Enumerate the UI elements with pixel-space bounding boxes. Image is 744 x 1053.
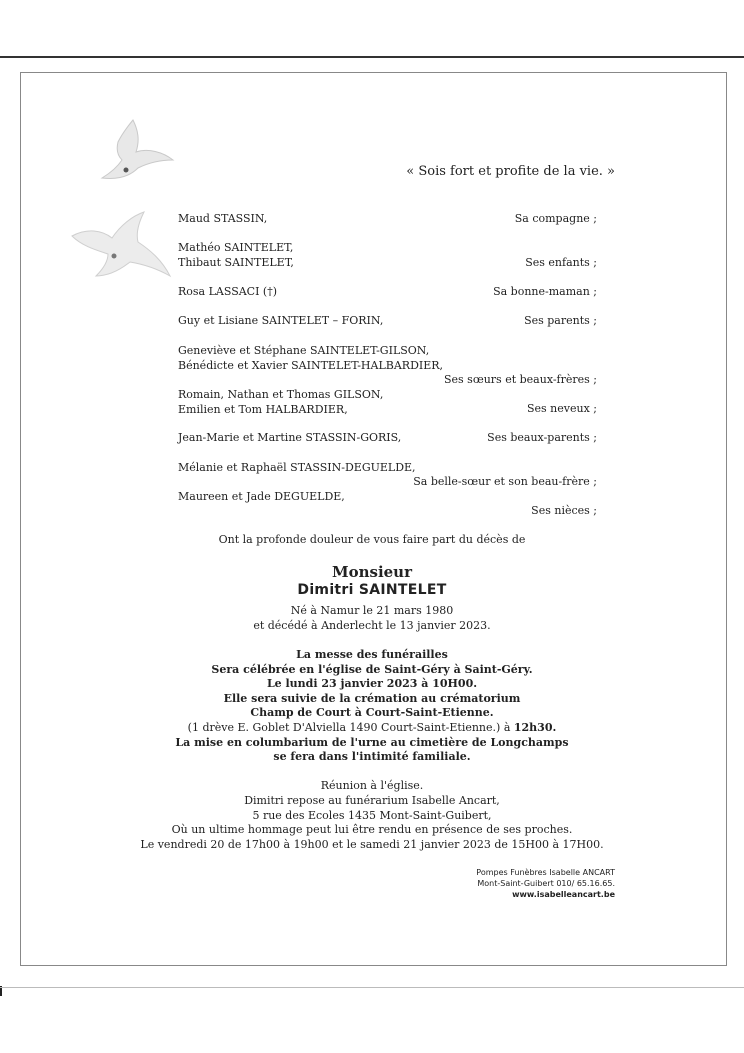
family-relation: Ses neveux ; [527, 402, 597, 415]
family-relation: Ses parents ; [524, 314, 597, 327]
funeral-line: Sera célébrée en l'église de Saint-Géry à Saint-Géry. [211, 663, 533, 676]
family-names: Romain, Nathan et Thomas GILSON, Emilien et Tom HALBARDIER, [178, 388, 384, 416]
gathering-line: 5 rue des Ecoles 1435 Mont-Saint-Guibert, [252, 809, 492, 822]
announcement: Ont la profonde douleur de vous faire part du décès de [218, 533, 526, 546]
funeral-home-name: Pompes Funèbres Isabelle ANCART [476, 868, 615, 877]
funeral-home-address: Mont-Saint-Guibert 010/ 65.16.65. [477, 879, 615, 888]
family-relation: Ses sœurs et beaux-frères ; [444, 373, 597, 386]
epigraph-quote: « Sois fort et profite de la vie. » [406, 164, 615, 179]
funeral-line: Elle sera suivie de la crémation au crématorium [223, 692, 521, 705]
dove-icon [88, 110, 178, 190]
funeral-line: Le lundi 23 janvier 2023 à 10H00. [266, 677, 478, 690]
family-names: Rosa LASSACI (†) [178, 285, 278, 298]
funeral-line: Champ de Court à Court-Saint-Etienne. [250, 706, 494, 719]
gathering-line: Où un ultime hommage peut lui être rendu en présence de ses proches. [171, 823, 573, 836]
family-relation: Sa compagne ; [514, 212, 597, 225]
family-relation: Ses enfants ; [525, 256, 597, 269]
dove-icon [52, 198, 177, 298]
funeral-line: La mise en columbarium de l'urne au cimetière de Longchamps [175, 736, 569, 749]
gathering-line: Le vendredi 20 de 17h00 à 19h00 et le samedi 21 janvier 2023 de 15H00 à 17H00. [140, 838, 604, 851]
gathering-line: Réunion à l'église. [320, 779, 424, 792]
funeral-home-block [476, 867, 615, 900]
family-names: Guy et Lisiane SAINTELET – FORIN, [178, 314, 384, 327]
deceased-title: Monsieur [331, 563, 412, 581]
family-names: Maud STASSIN, [178, 212, 268, 225]
family-relation: Sa bonne-maman ; [493, 285, 597, 298]
family-names: Mathéo SAINTELET, Thibaut SAINTELET, [178, 241, 294, 269]
bottom-rule [0, 987, 744, 988]
family-names: Maureen et Jade DEGUELDE, [178, 490, 345, 503]
family-relation: Ses nièces ; [531, 504, 597, 517]
family-relation: Ses beaux-parents ; [487, 431, 597, 444]
birth-info: Né à Namur le 21 mars 1980 [290, 604, 454, 617]
family-names: Jean-Marie et Martine STASSIN-GORIS, [178, 431, 402, 444]
funeral-home-website: www.isabelleancart.be [512, 890, 615, 899]
funeral-line: se fera dans l'intimité familiale. [273, 750, 471, 763]
crematorium-address: (1 drève E. Goblet D'Alviella 1490 Court-Saint-Etienne.) à 12h30. [187, 721, 557, 734]
gathering-line: Dimitri repose au funérarium Isabelle Ancart, [244, 794, 500, 807]
deceased-name: Dimitri SAINTELET [297, 582, 447, 598]
family-relation: Sa belle-sœur et son beau-frère ; [413, 475, 597, 488]
cremation-time: 12h30. [513, 721, 557, 734]
family-names: Mélanie et Raphaël STASSIN-DEGUELDE, [178, 461, 416, 474]
top-rule [0, 56, 744, 58]
funeral-line: La messe des funérailles [296, 648, 448, 661]
family-names: Geneviève et Stéphane SAINTELET-GILSON, Bénédicte et Xavier SAINTELET-HALBARDIER, [178, 344, 444, 372]
death-info: et décédé à Anderlecht le 13 janvier 2023. [253, 619, 491, 632]
